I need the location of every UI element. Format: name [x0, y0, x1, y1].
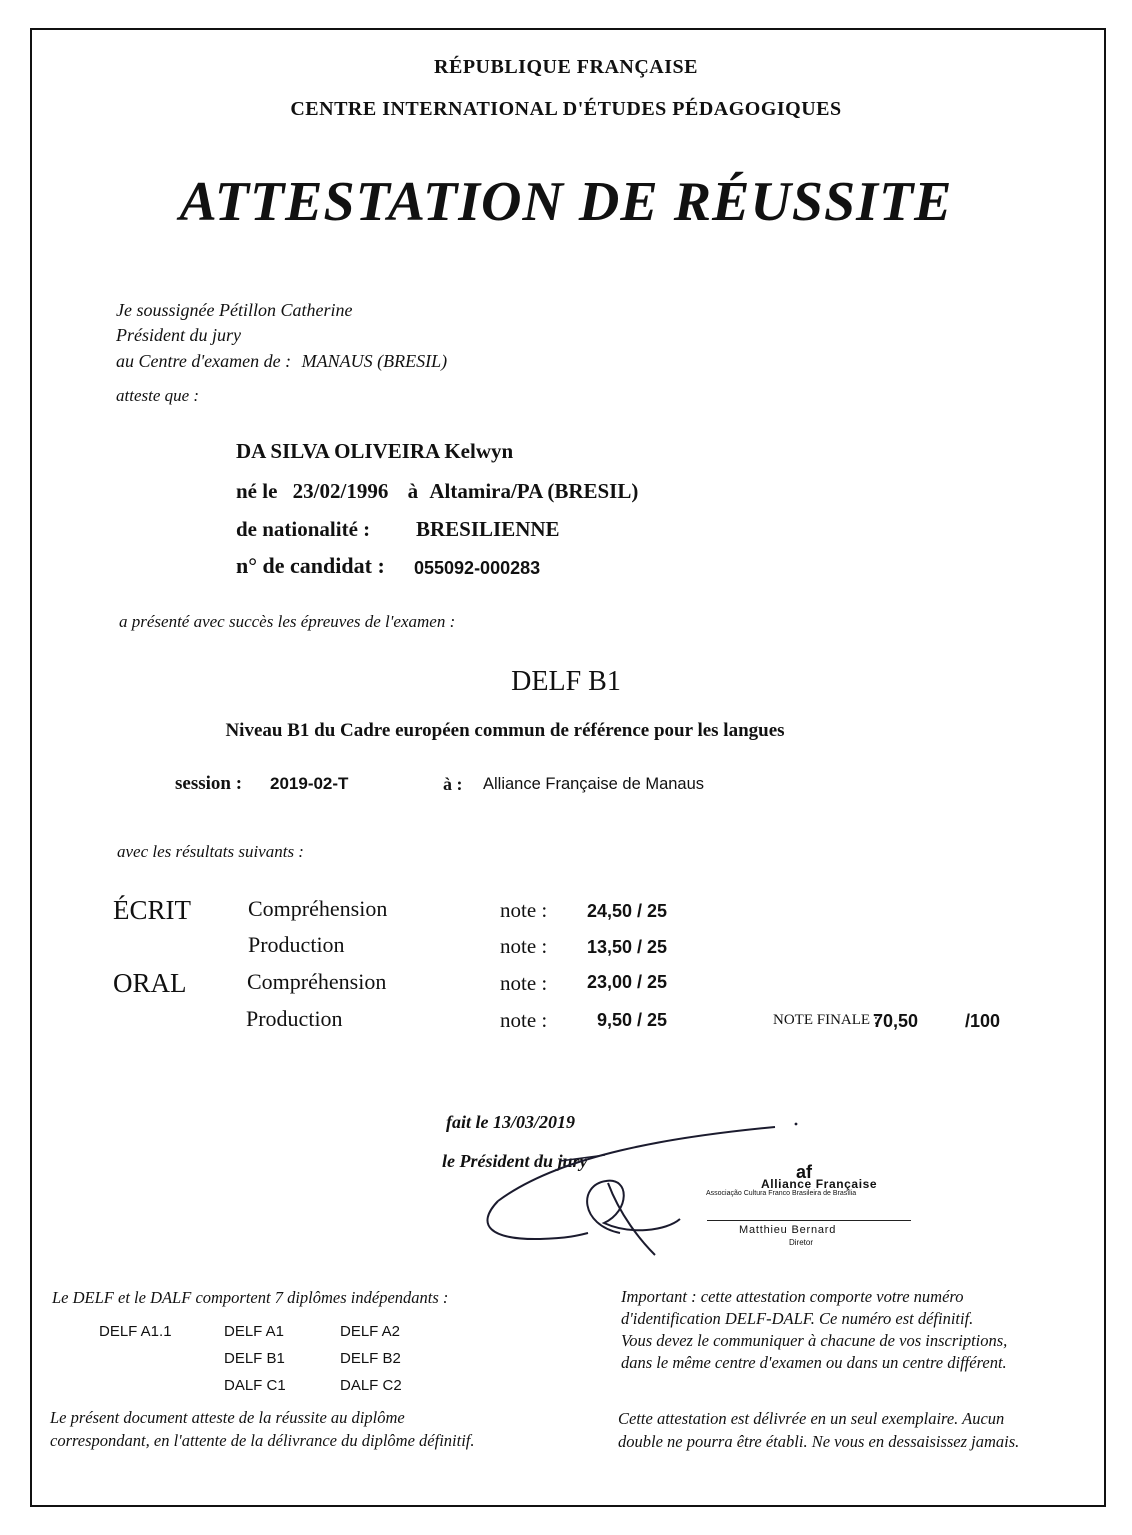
note-label: note : [500, 934, 548, 958]
final-score: 70,50 [873, 1011, 919, 1031]
note-label: note : [500, 971, 548, 995]
session-place: Alliance Française de Manaus [483, 775, 705, 793]
left-note-line: Le présent document atteste de la réussite au diplôme [50, 1408, 405, 1427]
score-oral-production: 9,50 / 25 [597, 1010, 668, 1030]
section-oral: ORAL [113, 968, 187, 998]
single-copy-line: Cette attestation est délivrée en un seul exemplaire. Aucun [618, 1409, 1005, 1428]
skill-ecrit-production: Production [248, 932, 345, 957]
exam-centre-label: au Centre d'examen de : [116, 351, 292, 371]
jury-role-line: Président du jury [116, 325, 241, 345]
diploma-item: DELF A1 [224, 1323, 285, 1340]
signing-date: fait le 13/03/2019 [446, 1112, 575, 1132]
session-place-label: à : [443, 774, 463, 794]
candidate-number: 055092-000283 [414, 558, 541, 578]
candidate-name: DA SILVA OLIVEIRA Kelwyn [236, 439, 514, 463]
score-oral-comprehension: 23,00 / 25 [587, 972, 668, 992]
important-line: d'identification DELF-DALF. Ce numéro est définitif. [621, 1309, 974, 1328]
born-label: né le [236, 479, 278, 503]
skill-oral-comprehension: Compréhension [247, 969, 387, 994]
section-ecrit: ÉCRIT [113, 895, 191, 925]
exam-centre-line [116, 351, 447, 372]
important-line: dans le même centre d'examen ou dans un centre différent. [621, 1353, 1007, 1372]
exam-name: DELF B1 [511, 666, 621, 697]
diploma-item: DELF A1.1 [99, 1323, 172, 1340]
diplomas-intro: Le DELF et le DALF comportent 7 diplômes indépendants : [52, 1288, 449, 1307]
note-label: note : [500, 1008, 548, 1032]
results-intro: avec les résultats suivants : [117, 842, 304, 861]
level-line: Niveau B1 du Cadre européen commun de référence pour les langues [225, 720, 785, 741]
session-value: 2019-02-T [270, 774, 349, 793]
left-note-line: correspondant, en l'attente de la délivrance du diplôme définitif. [50, 1431, 475, 1450]
note-label: note : [500, 898, 548, 922]
nationality-label: de nationalité : [236, 517, 371, 541]
score-ecrit-production: 13,50 / 25 [587, 937, 668, 957]
birth-prep: à [407, 479, 419, 503]
diploma-item: DELF B2 [340, 1350, 401, 1367]
birth-place: Altamira/PA (BRESIL) [429, 479, 639, 503]
nationality-value: BRESILIENNE [416, 517, 560, 541]
document-border [30, 28, 1106, 1507]
diploma-item: DALF C2 [340, 1377, 402, 1394]
birth-line [236, 479, 638, 504]
skill-ecrit-comprehension: Compréhension [248, 896, 388, 921]
final-score-label: NOTE FINALE : [773, 1012, 878, 1028]
birth-date: 23/02/1996 [292, 479, 389, 503]
ciep-heading: CENTRE INTERNATIONAL D'ÉTUDES PÉDAGOGIQUES [290, 98, 842, 120]
stamp-signature-line [707, 1220, 911, 1221]
presented-line: a présenté avec succès les épreuves de l'examen : [119, 612, 456, 631]
republic-heading: RÉPUBLIQUE FRANÇAISE [434, 56, 698, 78]
signatory-line: Je soussignée Pétillon Catherine [116, 300, 353, 320]
stamp-subtitle: Associação Cultura Franco Brasileira de Brasília [706, 1190, 857, 1197]
important-line: Important : cette attestation comporte votre numéro [621, 1287, 964, 1306]
single-copy-line: double ne pourra être établi. Ne vous en dessaisissez jamais. [618, 1432, 1020, 1451]
stamp-name: Matthieu Bernard [739, 1224, 837, 1236]
candidate-number-label: n° de candidat : [236, 553, 385, 578]
diploma-item: DALF C1 [224, 1377, 286, 1394]
score-ecrit-comprehension: 24,50 / 25 [587, 901, 668, 921]
important-line: Vous devez le communiquer à chacune de vos inscriptions, [621, 1331, 1008, 1350]
attests-line: atteste que : [116, 386, 200, 405]
exam-centre-value: MANAUS (BRESIL) [301, 351, 448, 371]
skill-oral-production: Production [246, 1006, 343, 1031]
president-line: le Président du jury [442, 1151, 588, 1171]
diploma-item: DELF B1 [224, 1350, 285, 1367]
stamp-role: Diretor [789, 1238, 814, 1247]
stamp-logo: af [796, 1162, 813, 1182]
stamp-org: Alliance Française [761, 1177, 878, 1191]
session-label: session : [175, 773, 243, 794]
diploma-item: DELF A2 [340, 1323, 401, 1340]
final-score-max: /100 [965, 1011, 1001, 1031]
document-title: ATTESTATION DE RÉUSSITE [179, 171, 953, 233]
